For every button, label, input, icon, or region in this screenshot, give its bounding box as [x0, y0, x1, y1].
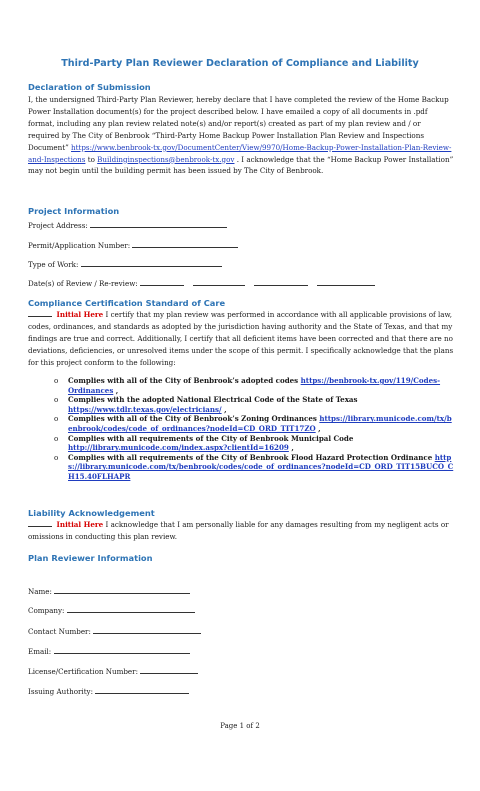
reviewer-email-row: [28, 646, 190, 657]
reviewer-heading: Plan Reviewer Information: [28, 553, 153, 563]
bullet-icon: o: [54, 395, 59, 405]
compliance-initial-field[interactable]: [28, 309, 52, 317]
type-of-work-label: Type of Work:: [28, 260, 79, 269]
compliance-paragraph: [28, 309, 454, 369]
compliance-item-municipal: [54, 433, 454, 453]
reviewer-email-field[interactable]: [54, 646, 190, 654]
compliance-item-text: Complies with the adopted National Electrical Code of the State of Texas: [68, 395, 358, 405]
document-title: Third-Party Plan Reviewer Declaration of Compliance and Liability: [61, 58, 419, 69]
reviewer-license-row: [28, 666, 198, 677]
compliance-list: [54, 376, 454, 482]
bullet-icon: o: [54, 452, 59, 462]
compliance-item-text: Complies with all of the City of Benbrook’s Zoning Ordinances: [68, 414, 320, 424]
bullet-icon: o: [54, 376, 59, 385]
compliance-item-zoning: [54, 414, 454, 433]
reviewer-company-field[interactable]: [67, 605, 195, 613]
liability-text: I acknowledge that I am personally liable for any damages resulting from my negligent acts or omissions in conducting this plan review.: [28, 520, 449, 541]
review-date-field-2[interactable]: [193, 278, 245, 286]
compliance-item-electrical: [54, 395, 454, 414]
reviewer-name-label: Name:: [28, 587, 52, 596]
type-of-work-field[interactable]: [81, 259, 222, 267]
permit-number-row: [28, 240, 238, 251]
municipal-code-link[interactable]: http://library.municode.com/index.aspx?clientId=16209: [68, 443, 289, 453]
compliance-item-tail: ,: [113, 385, 119, 395]
reviewer-contact-row: [28, 626, 201, 637]
reviewer-authority-label: Issuing Authority:: [28, 687, 94, 696]
project-address-field[interactable]: [90, 220, 227, 228]
type-of-work-row: [28, 259, 222, 270]
declaration-text-1: I, the undersigned Third-Party Plan Reviewer, hereby declare that I have completed the review of the Home Backup Power Installation document(s) for the project described below. I have emailed a copy of all documents in .pdf format, including any plan review related note(s) and/or report(s) created as part of my plan review and / or required by The City of Benbrook “Third-Party Home Backup Power Installation Plan Review and Inspections Document”: [28, 95, 449, 152]
liability-initial-label: Initial Here: [56, 520, 104, 529]
page-number: Page 1 of 2: [220, 722, 260, 730]
compliance-item-text: Complies with all requirements of the City of Benbrook Flood Hazard Protection Ordinance: [68, 452, 435, 462]
declaration-text-2: to: [85, 154, 98, 164]
compliance-text: I certify that my plan review was performed in accordance with all applicable provisions of law, codes, ordinances, and standards as adopted by the jurisdiction having authority and the State of Texas, and that my findings are true and correct. Additionally, I certify that all deficient items have been corrected and that there are no deviations, deficiencies, or unresolved items under the scope of this permit. I specifically acknowledge that the plans for this project conform to the following:: [28, 310, 454, 367]
review-dates-label: Date(s) of Review / Re-review:: [28, 279, 138, 288]
inspections-email-link[interactable]: Buildinginspections@benbrook-tx.gov: [97, 154, 235, 164]
liability-initial-field[interactable]: [28, 519, 52, 527]
review-dates-row: [28, 278, 375, 289]
project-address-row: [28, 220, 227, 231]
reviewer-company-label: Company:: [28, 606, 65, 615]
reviewer-email-label: Email:: [28, 647, 52, 656]
compliance-item-tail: ,: [288, 443, 294, 453]
compliance-item-text: Complies with all requirements of the City of Benbrook Municipal Code: [68, 433, 354, 443]
reviewer-company-row: [28, 605, 195, 616]
liability-heading: Liability Acknowledgement: [28, 508, 155, 518]
declaration-paragraph: [28, 94, 454, 177]
declaration-text-3: . I acknowledge that the “Home Backup Power Installation” may not begin until the building permit has been issued by The City of Benbrook.: [28, 154, 454, 176]
review-date-field-1[interactable]: [140, 278, 184, 286]
review-date-field-4[interactable]: [317, 278, 375, 286]
zoning-ordinance-link[interactable]: https://library.municode.com/tx/benbrook/codes/code_of_ordinances?nodeId=CD_ORD_TIT17ZO: [68, 414, 452, 433]
reviewer-authority-field[interactable]: [95, 686, 189, 694]
permit-number-label: Permit/Application Number:: [28, 241, 131, 250]
compliance-item-flood: [54, 452, 454, 482]
bullet-icon: o: [54, 414, 59, 424]
flood-hazard-link[interactable]: https://library.municode.com/tx/benbrook/codes/code_of_ordinances?nodeId=CD_ORD_TIT15BUCO_CH15.40FLHAPR: [68, 452, 454, 481]
reviewer-contact-label: Contact Number:: [28, 627, 91, 636]
compliance-initial-label: Initial Here: [56, 310, 104, 319]
reviewer-name-field[interactable]: [54, 586, 190, 594]
reviewer-license-label: License/Certification Number:: [28, 667, 138, 676]
project-heading: Project Information: [28, 206, 120, 216]
project-address-label: Project Address:: [28, 221, 88, 230]
compliance-item-tail: ,: [221, 404, 227, 414]
compliance-item-codes: [54, 376, 454, 395]
home-backup-document-link[interactable]: https://www.benbrook-tx.gov/DocumentCenter/View/9970/Home-Backup-Power-Installation-Plan-Review-and-Inspections: [28, 142, 452, 164]
permit-number-field[interactable]: [132, 240, 238, 248]
reviewer-contact-field[interactable]: [93, 626, 201, 634]
reviewer-authority-row: [28, 686, 189, 697]
compliance-heading: Compliance Certification Standard of Care: [28, 298, 226, 308]
reviewer-name-row: [28, 586, 190, 597]
liability-paragraph: [28, 519, 454, 543]
declaration-heading: Declaration of Submission: [28, 82, 151, 92]
tdlr-electricians-link[interactable]: https://www.tdlr.texas.gov/electricians/: [68, 404, 222, 414]
codes-ordinances-link[interactable]: https://benbrook-tx.gov/119/Codes-Ordinances: [68, 376, 441, 395]
review-date-field-3[interactable]: [254, 278, 308, 286]
bullet-icon: o: [54, 433, 59, 443]
compliance-item-tail: ,: [315, 423, 321, 433]
reviewer-license-field[interactable]: [140, 666, 198, 674]
compliance-item-text: Complies with all of the City of Benbrook’s adopted codes: [68, 376, 301, 385]
